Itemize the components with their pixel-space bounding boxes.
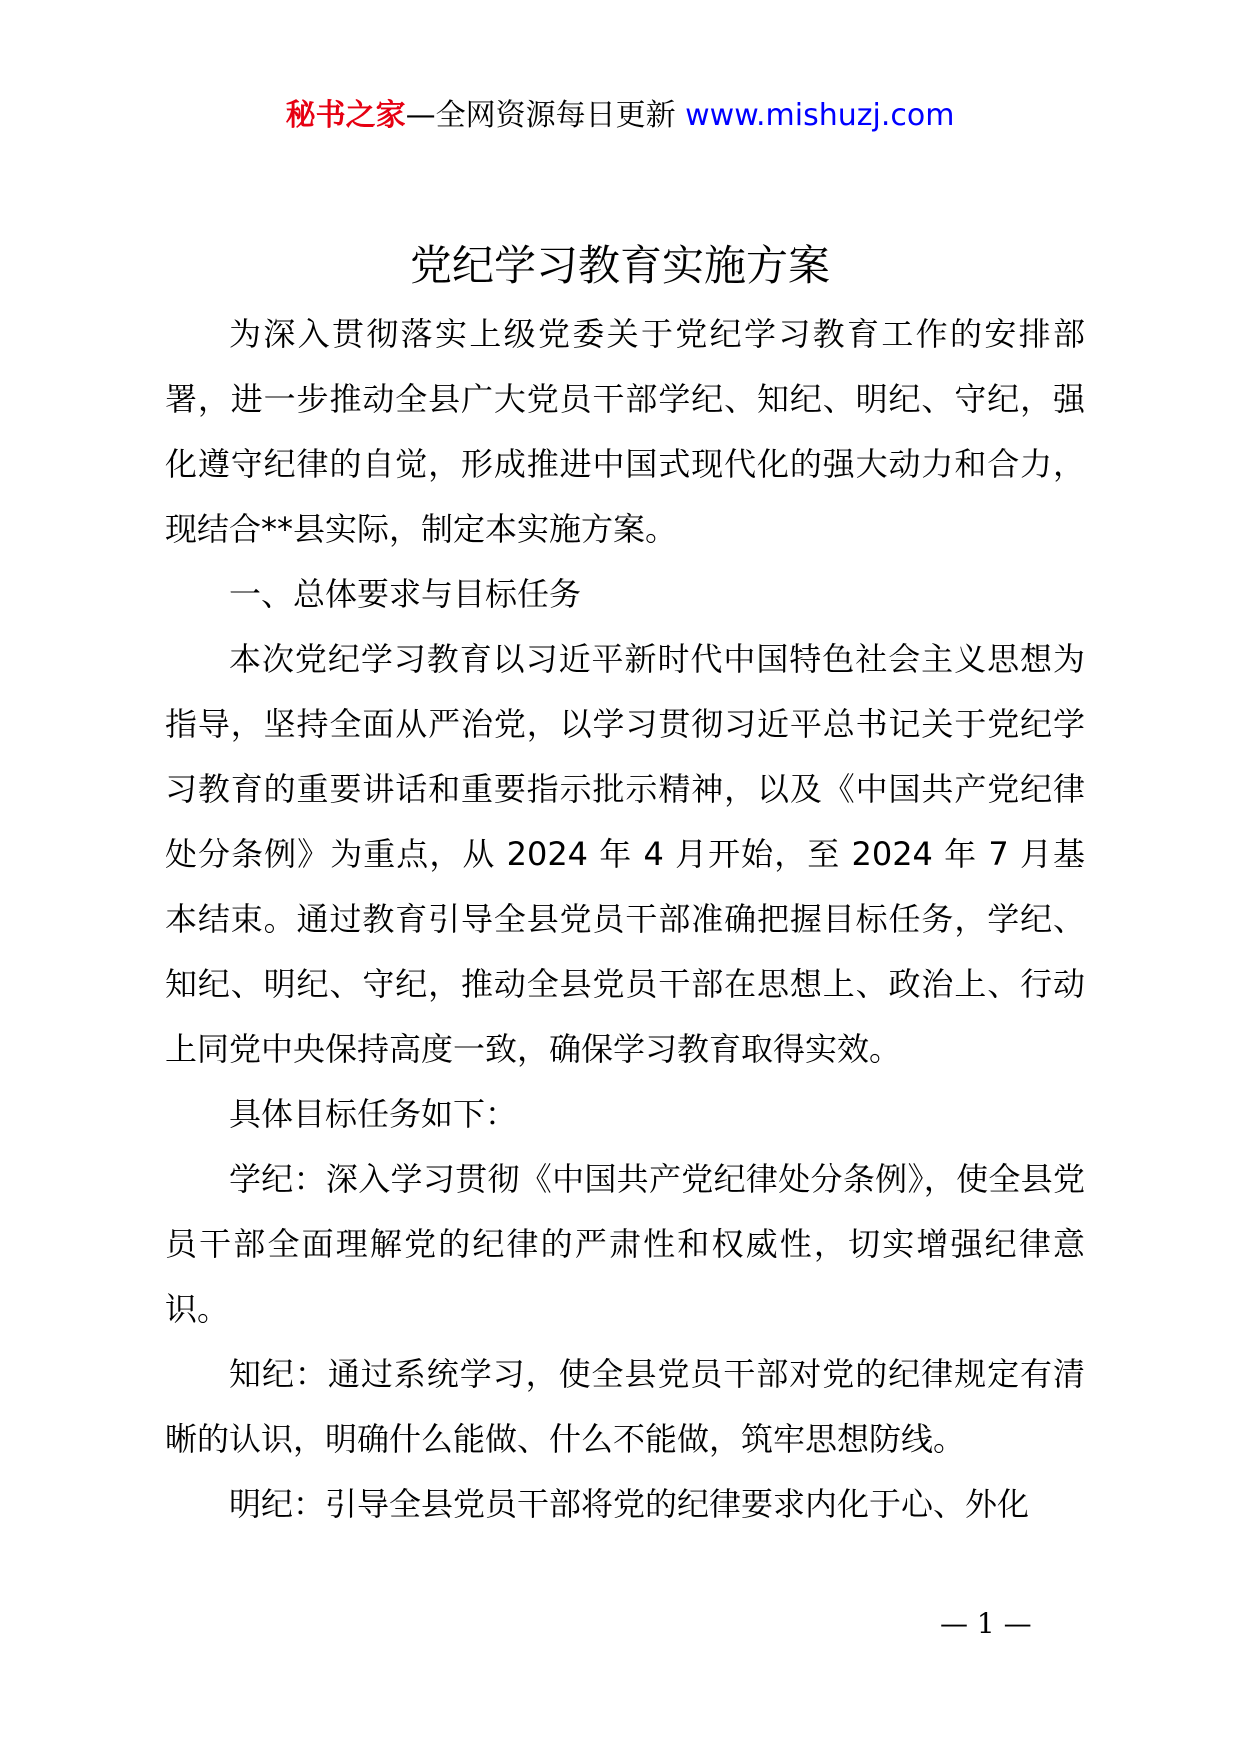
site-tagline: —全网资源每日更新 bbox=[405, 98, 686, 133]
paragraph-mingji: 明纪：引导全县党员干部将党的纪律要求内化于心、外化 bbox=[229, 1485, 1030, 1523]
site-brand: 秘书之家 bbox=[285, 98, 406, 133]
site-url[interactable]: www.mishuzj.com bbox=[685, 98, 955, 133]
paragraph-xueji: 学纪：深入学习贯彻《中国共产党纪律处分条例》，使全县党员干部全面理解党的纪律的严肃性和权威性，切实增强纪律意识。 bbox=[165, 1160, 1085, 1328]
document-body bbox=[165, 302, 1085, 1537]
section-heading-1: 一、总体要求与目标任务 bbox=[229, 575, 582, 613]
document-title: 党纪学习教育实施方案 bbox=[409, 241, 830, 290]
paragraph-zhiji: 知纪：通过系统学习，使全县党员干部对党的纪律规定有清晰的认识，明确什么能做、什么不能做，筑牢思想防线。 bbox=[165, 1355, 1085, 1458]
page-number: — 1 — bbox=[940, 1607, 1032, 1640]
paragraph-overview: 本次党纪学习教育以习近平新时代中国特色社会主义思想为指导，坚持全面从严治党，以学习贯彻习近平总书记关于党纪学习教育的重要讲话和重要指示批示精神，以及《中国共产党纪律处分条例》为重点，从 2024 年 4 月开始，至 2024 年 7 月基本结束。通过教育引导全县党员干部准确把握目标任务，学纪、知纪、明纪、守纪，推动全县党员干部在思想上、政治上、行动上同党中央保持高度一致，确保学习教育取得实效。 bbox=[165, 640, 1085, 1068]
paragraph-targets-intro: 具体目标任务如下： bbox=[229, 1095, 518, 1133]
paragraph-intro: 为深入贯彻落实上级党委关于党纪学习教育工作的安排部署，进一步推动全县广大党员干部学纪、知纪、明纪、守纪，强化遵守纪律的自觉，形成推进中国式现代化的强大动力和合力，现结合**县实际，制定本实施方案。 bbox=[165, 315, 1085, 548]
site-header bbox=[0, 96, 1240, 136]
